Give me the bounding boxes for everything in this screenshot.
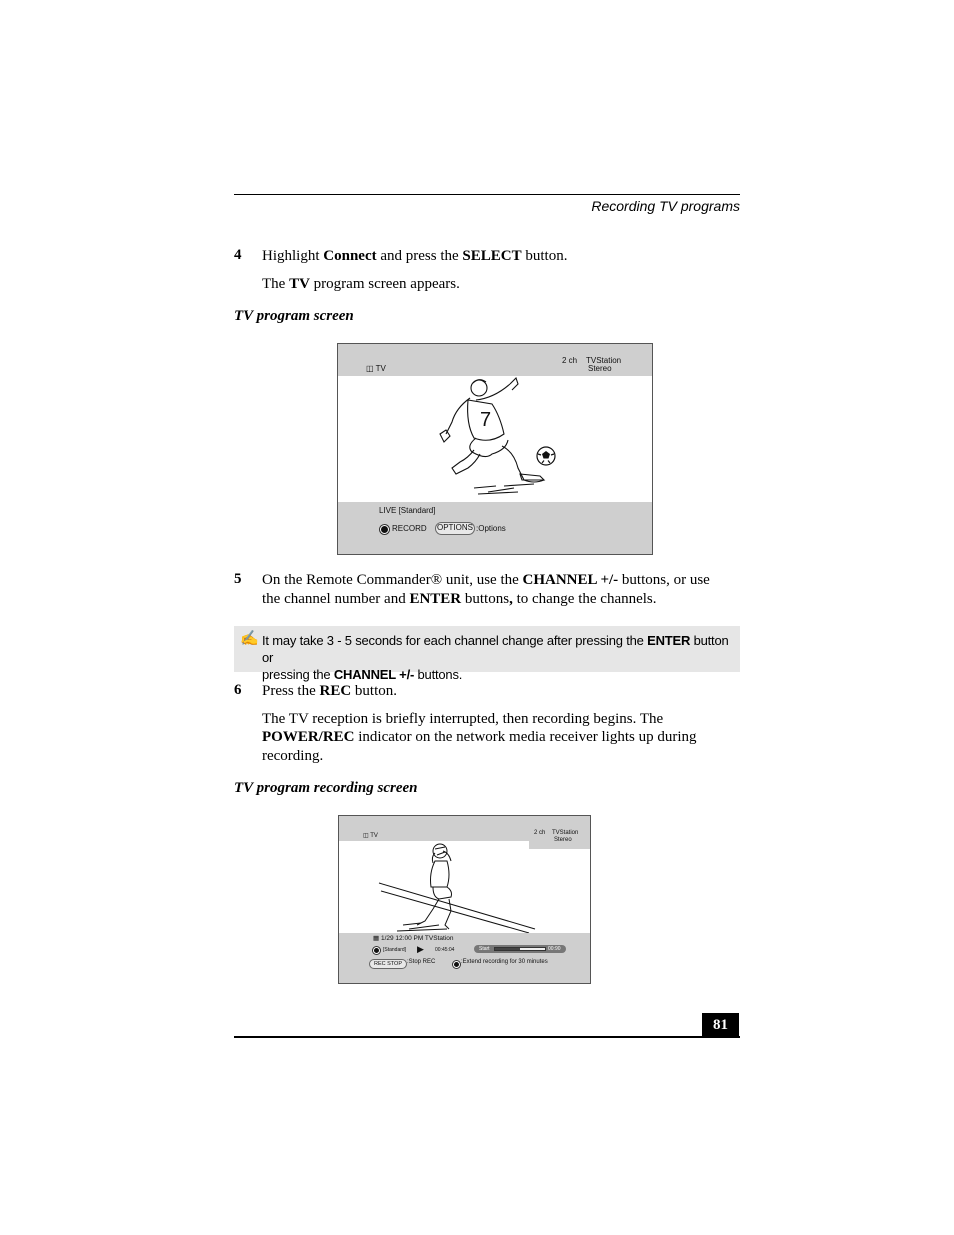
options-key: OPTIONS [435,522,475,535]
svg-text:7: 7 [480,409,492,431]
stop-rec-label: :Stop REC [407,959,436,965]
step-4-line-2: The TV program screen appears. [262,276,460,292]
writing-hand-icon: ✍ [240,631,259,647]
network-icon: ◫ [363,833,369,839]
source-tv-label: ◫ TV [363,833,378,839]
recording-info: ▦ 1/29 12:00 PM TVStation [373,935,454,942]
audio-mode: Stereo [588,364,612,373]
note-box [234,626,740,682]
tv-program-screen-figure [337,343,653,555]
extend-button-icon [453,961,460,968]
footer-rule [234,1036,740,1038]
step-5-line-2: the channel number and ENTER buttons, to change the channels. [262,591,657,607]
recording-mode: [Standard] [383,947,407,953]
extend-recording-label: :Extend recording for 30 minutes [461,959,548,965]
record-button-icon [380,525,389,534]
step-4-number: 4 [234,247,242,263]
caption-tv-program-screen: TV program screen [234,308,354,324]
progress-fill [495,948,520,950]
soccer-ball-icon [537,447,555,465]
progress-end-time: 00:90 [548,946,561,952]
step-6-line-1: Press the REC button. [262,683,398,699]
caption-tv-program-recording-screen: TV program recording screen [234,780,418,796]
recording-progress-bar [474,945,566,953]
audio-mode: Stereo [554,837,572,843]
step-6-paragraph-line-3: recording. [262,748,324,764]
soccer-throw-in-illustration [369,841,549,933]
options-label: :Options [476,524,506,533]
step-5-line-1: On the Remote Commander® unit, use the CHANNEL +/- buttons, or use [262,572,710,588]
step-4-line-1: Highlight Connect and press the SELECT button. [262,248,568,264]
record-indicator-icon [373,947,380,954]
elapsed-time: 00:45:04 [435,947,455,953]
step-6-paragraph-line-1: The TV reception is briefly interrupted, then recording begins. The [262,711,664,727]
channel-number: 2 ch [534,830,546,836]
network-icon: ◫ [366,364,374,373]
tv-recording-screen-figure [338,815,591,984]
progress-track [494,947,546,951]
header-rule [234,194,740,195]
step-6-paragraph-line-2: POWER/REC indicator on the network media receiver lights up during [262,729,697,745]
station-name: TVStation [552,830,579,836]
live-status: LIVE [Standard] [379,506,436,515]
play-icon: ▶ [417,944,424,954]
page-number: 81 [702,1013,739,1037]
step-5-number: 5 [234,571,242,587]
progress-start-label: Start [479,946,490,952]
soccer-player-illustration [418,376,578,502]
note-text: It may take 3 - 5 seconds for each channel change after pressing the ENTER button or pressing the CHANNEL +/- buttons. [262,633,729,682]
calendar-icon: ▦ [373,935,380,942]
record-label: RECORD [392,524,427,533]
step-6-number: 6 [234,682,242,698]
source-tv-label: ◫ TV [366,364,386,373]
rec-stop-key: REC STOP [369,959,407,969]
station-name: TVStation [586,356,622,365]
running-header: Recording TV programs [591,198,740,214]
channel-number: 2 ch [562,356,578,365]
